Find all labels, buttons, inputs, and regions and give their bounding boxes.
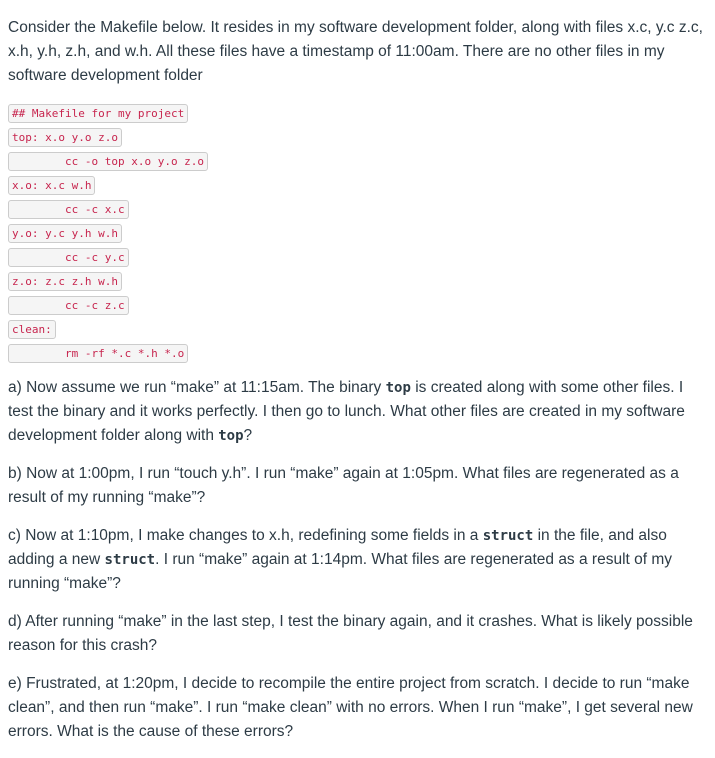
makefile-line: cc -c y.c <box>8 248 129 267</box>
question-a-text: a) Now assume we run “make” at 11:15am. The binary <box>8 379 386 396</box>
question-a <box>8 376 708 448</box>
makefile-line: y.o: y.c y.h w.h <box>8 224 122 243</box>
question-a-code: top <box>218 428 244 444</box>
makefile-block <box>8 104 708 374</box>
question-a-text: is created along with some other files. I test the binary and it works perfectly. I then go to lunch. What other files are created in my software development folder along with <box>8 379 685 444</box>
question-b: b) Now at 1:00pm, I run “touch y.h”. I run “make” again at 1:05pm. What files are regenerated as a result of my running “make”? <box>8 465 679 506</box>
question-c-text: c) Now at 1:10pm, I make changes to x.h, redefining some fields in a <box>8 527 483 544</box>
question-d: d) After running “make” in the last step, I test the binary again, and it crashes. What is likely possible reason for this crash? <box>8 613 693 654</box>
question-e: e) Frustrated, at 1:20pm, I decide to recompile the entire project from scratch. I decide to run “make clean”, and then run “make”. I run “make clean” with no errors. When I run “make”, I get several new errors. What is the cause of these errors? <box>8 675 693 740</box>
question-a-text: ? <box>243 427 253 444</box>
intro-paragraph: Consider the Makefile below. It resides in my software development folder, along with files x.c, y.c z.c, x.h, y.h, z.h, and w.h. All these files have a timestamp of 11:00am. There are no other files in my software development folder <box>8 19 703 84</box>
makefile-line: x.o: x.c w.h <box>8 176 95 195</box>
makefile-line: clean: <box>8 320 56 339</box>
question-c-code: struct <box>482 528 534 544</box>
makefile-line: top: x.o y.o z.o <box>8 128 122 147</box>
makefile-line: cc -o top x.o y.o z.o <box>8 152 208 171</box>
question-c <box>8 524 708 596</box>
makefile-line: cc -c z.c <box>8 296 129 315</box>
question-a-code: top <box>385 380 411 396</box>
question-c-text: . I run “make” again at 1:14pm. What files are regenerated as a result of my running “make”? <box>8 551 673 592</box>
makefile-line: rm -rf *.c *.h *.o <box>8 344 188 363</box>
question-c-text: in the file, and also adding a new <box>8 527 667 568</box>
question-c-code: struct <box>104 552 156 568</box>
makefile-line: z.o: z.c z.h w.h <box>8 272 122 291</box>
makefile-line: cc -c x.c <box>8 200 129 219</box>
makefile-line: ## Makefile for my project <box>8 104 188 123</box>
